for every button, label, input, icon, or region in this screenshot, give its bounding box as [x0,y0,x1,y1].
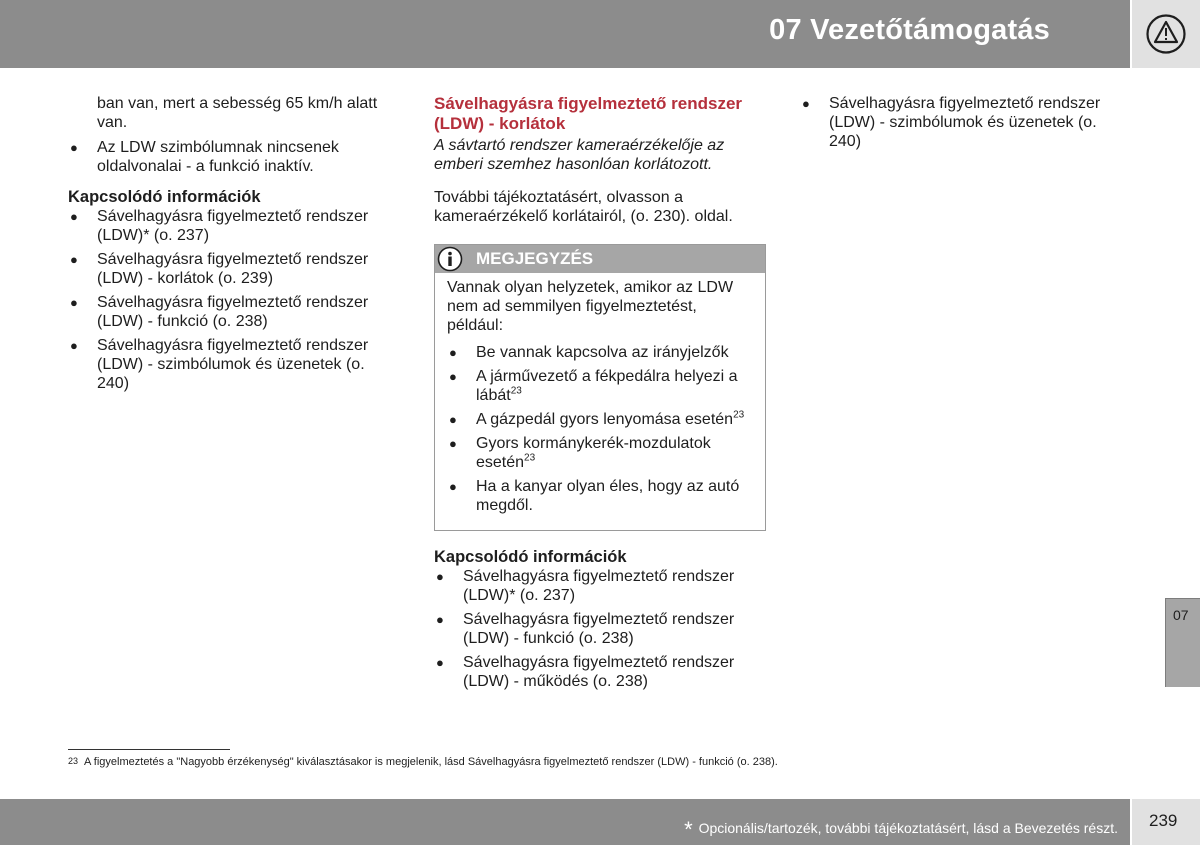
note-item: ● Be vannak kapcsolva az irányjelzők [449,344,729,361]
related-info-list [434,567,769,691]
related-link[interactable]: ● Sávelhagyásra figyelmeztető rendszer (LDW) - szimbólumok és üzenetek (o. 240) [70,337,369,392]
related-link[interactable]: ● Sávelhagyásra figyelmeztető rendszer (LDW) - funkció (o. 238) [70,294,369,330]
header-bar [0,0,1130,68]
continued-bullet-text: ban van, mert a sebesség 65 km/h alatt van. [97,95,378,131]
bullet-icon: ● [449,412,457,427]
bullet-icon: ● [70,140,78,155]
bullet-icon: ● [70,295,78,310]
section-heading: Sávelhagyásra figyelmeztető rendszer (LDW) - korlátok [434,94,743,133]
footnote-ref[interactable]: 23 [524,452,536,464]
note-item: ● A járművezető a fékpedálra helyezi a lábát$^{23}$ [449,368,738,404]
bullet-icon: ● [70,252,78,267]
related-link[interactable]: ● Sávelhagyásra figyelmeztető rendszer (LDW)* (o. 237) [436,568,735,604]
bullet-list [68,138,398,176]
section-paragraph: További tájékoztatásért, olvasson a kameraérzékelő korlátairól, (o. 230). oldal. [434,189,733,225]
related-info-heading: Kapcsolódó információk [434,548,627,566]
footnote [68,756,778,768]
related-link[interactable]: ● Sávelhagyásra figyelmeztető rendszer (LDW) - funkció (o. 238) [436,611,735,647]
note-item: ● Ha a kanyar olyan éles, hogy az autó megdől. [449,478,740,514]
note-item: ● Gyors kormánykerék-mozdulatok esetén$^{23}$ [449,435,711,471]
footnote-number: 23 [68,756,79,766]
page-number-box [1132,799,1200,845]
bullet-icon: ● [449,345,457,360]
note-intro: Vannak olyan helyzetek, amikor az LDW nem ad semmilyen figyelmeztetést, például: [447,279,734,334]
related-info-list [800,94,1120,151]
note-header [435,245,765,273]
column-left [68,94,398,398]
related-link[interactable]: ● Sávelhagyásra figyelmeztető rendszer (LDW) - korlátok (o. 239) [70,251,369,287]
footer-note [684,813,1118,842]
header-icon-box [1132,0,1200,68]
note-list [447,343,755,515]
page-number: 239 [1149,811,1178,830]
chapter-tab[interactable] [1165,598,1200,687]
page-title: 07 Vezetőtámogatás [769,14,1050,46]
note-item: ● A gázpedál gyors lenyomása esetén$^{23}$ [449,409,745,428]
bullet-icon: ● [70,338,78,353]
footnote-ref[interactable]: 23 [733,409,745,421]
footnote-text: A figyelmeztetés a "Nagyobb érzékenység" kiválasztásakor is megjelenik, lásd Sávelhagyásra figyelmeztető rendszer (LDW) - funkció (o. 238). [84,756,778,768]
bullet-icon: ● [449,369,457,384]
footer-note-text: Opcionális/tartozék, további tájékoztatásért, lásd a Bevezetés részt. [698,820,1118,836]
note-body [435,273,765,530]
footnote-divider [68,749,230,750]
bullet-icon: ● [449,436,457,451]
related-link[interactable]: ● Sávelhagyásra figyelmeztető rendszer (LDW) - működés (o. 238) [436,654,735,690]
related-link[interactable]: ● Sávelhagyásra figyelmeztető rendszer (LDW) - szimbólumok és üzenetek (o. 240) [802,95,1101,150]
bullet-icon: ● [436,655,444,670]
list-item: ● Az LDW szimbólumnak nincsenek oldalvonalai - a funkció inaktív. [70,139,339,175]
related-link[interactable]: ● Sávelhagyásra figyelmeztető rendszer (LDW)* (o. 237) [70,208,369,244]
bullet-icon: ● [70,209,78,224]
bullet-icon: ● [436,569,444,584]
chapter-tab-label: 07 [1173,607,1189,623]
section-lead: A sávtartó rendszer kameraérzékelője az emberi szemhez hasonlóan korlátozott. [434,137,725,173]
warning-triangle-icon [1146,14,1186,54]
bullet-icon: ● [449,479,457,494]
column-middle [434,94,769,696]
footnote-ref[interactable]: 23 [510,385,522,397]
bullet-icon: ● [436,612,444,627]
bullet-icon: ● [802,96,810,111]
info-icon [437,246,463,272]
footer-bar [0,799,1130,845]
note-title: MEGJEGYZÉS [476,249,594,268]
related-info-heading: Kapcsolódó információk [68,188,261,206]
note-box [434,244,766,531]
related-info-list [68,207,398,393]
asterisk-marker: * [684,817,693,842]
column-right [800,94,1120,156]
